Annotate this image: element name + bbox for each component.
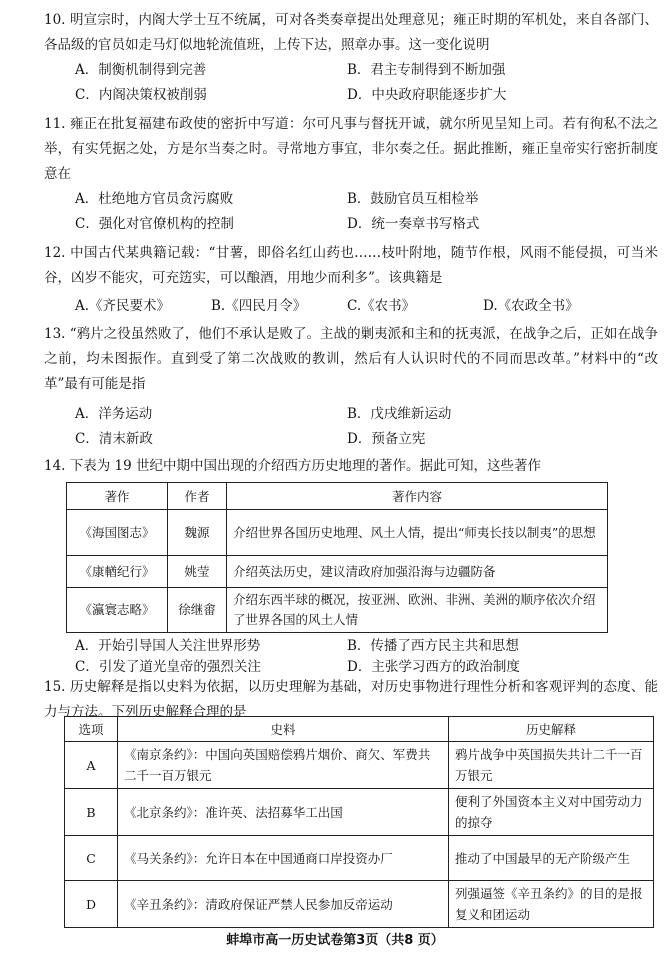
- option-b: B．戊戌维新运动: [347, 406, 452, 422]
- question-10-stem: 10. 明宣宗时，内阁大学士互不统属，可对各类奏章提出处理意见；雍正时期的军机处，来自各部门、各品级的官员如走马灯似地轮流值班，上传下达，照章办事。这一变化说明: [44, 12, 658, 53]
- question-15-stem: 15. 历史解释是指以史料为依据，以历史理解为基础，对历史事物进行理性分析和客观评判的态度、能力与方法。下列历史解释合理的是: [44, 679, 658, 720]
- table-row: [65, 789, 654, 836]
- option-b: B．传播了西方民主共和思想: [347, 638, 519, 654]
- question-15-table: [64, 716, 654, 928]
- option-d: D．中央政府职能逐步扩大: [347, 86, 507, 103]
- option-b: B.《四民月令》: [211, 298, 307, 314]
- table-cell: 《南京条约》：中国向英国赔偿鸦片烟价、商欠、军费共二千一百万银元: [118, 742, 449, 789]
- option-c: C．引发了道光皇帝的强烈关注: [75, 659, 261, 675]
- table-cell: 《瀛寰志略》: [67, 588, 168, 633]
- table-cell: 《康輶纪行》: [67, 556, 168, 588]
- table-header: 史料: [118, 717, 449, 742]
- table-header: 著作内容: [227, 483, 608, 510]
- page-footer: 蚌埠市高一历史试卷第3页（共8 页）: [226, 933, 444, 948]
- question-12-options: [75, 294, 655, 319]
- table-cell: 《海国图志》: [67, 510, 168, 556]
- question-10-options: [75, 58, 655, 108]
- option-a: A．制衡机制得到完善: [75, 62, 207, 78]
- option-c: C．强化对官僚机构的控制: [75, 215, 234, 232]
- table-cell: 魏源: [168, 510, 227, 556]
- table-cell: 推动了中国最早的无产阶级产生: [449, 836, 654, 881]
- option-a: A．开始引导国人关注世界形势: [75, 638, 261, 654]
- table-cell: C: [65, 836, 118, 881]
- option-a: A.《齐民要术》: [75, 298, 171, 314]
- question-11-stem: 11. 雍正在批复福建布政使的密折中写道：尔可凡事与督抚开诚，就尔所见呈知上司。若有徇私不法之举，有实凭据之处，方是尔当奏之时。寻常地方事宜，非尔奏之任。据此推断，雍正皇帝实行密折制度意在: [44, 116, 658, 182]
- option-c: C.《农书》: [347, 298, 416, 314]
- question-11-options: [75, 187, 655, 237]
- question-13-stem: 13. “鸦片之役虽然败了，他们不承认是败了。主战的剿夷派和主和的抚夷派，在战争之后，正如在战争之前，均未图振作。直到受了第二次战败的教训，然后有人认识时代的不同而思改革。”材料中的“改革”最有可能是指: [44, 326, 658, 392]
- table-header: 作者: [168, 483, 227, 510]
- option-c: C．内阁决策权被削弱: [75, 86, 207, 103]
- table-row: [67, 588, 608, 633]
- table-cell: 鸦片战争中英国损失共计二千一百万银元: [449, 742, 654, 789]
- option-a: A．杜绝地方官员贪污腐败: [75, 191, 234, 207]
- table-header: 选项: [65, 717, 118, 742]
- option-b: B．君主专制得到不断加强: [347, 62, 506, 78]
- table-cell: 《北京条约》：准许英、法招募华工出国: [118, 789, 449, 836]
- table-header: 历史解释: [449, 717, 654, 742]
- question-14-table: [66, 482, 608, 633]
- table-cell: 列强逼签《辛丑条约》的目的是报复义和团运动: [449, 881, 654, 928]
- table-cell: D: [65, 881, 118, 928]
- question-14-stem: 14. 下表为 19 世纪中期中国出现的介绍西方历史地理的著作。据此可知，这些著作: [44, 458, 542, 474]
- option-d: D．预备立宪: [347, 430, 426, 447]
- table-cell: B: [65, 789, 118, 836]
- table-cell: 介绍英法历史，建议清政府加强沿海与边疆防备: [227, 556, 608, 588]
- table-row: [65, 881, 654, 928]
- option-a: A．洋务运动: [75, 406, 153, 422]
- table-row: [67, 556, 608, 588]
- question-14-options: [75, 634, 655, 676]
- table-cell: A: [65, 742, 118, 789]
- table-cell: 姚莹: [168, 556, 227, 588]
- option-c: C．清末新政: [75, 430, 153, 447]
- table-header-row: [65, 717, 654, 742]
- table-cell: 介绍世界各国历史地理、风土人情，提出“师夷长技以制夷”的思想: [227, 510, 608, 556]
- table-row: [67, 510, 608, 556]
- table-cell: 徐继畬: [168, 588, 227, 633]
- option-d: D．主张学习西方的政治制度: [347, 659, 520, 675]
- table-row: [65, 836, 654, 881]
- option-d: D.《农政全书》: [483, 298, 579, 314]
- table-header-row: [67, 483, 608, 510]
- table-cell: 介绍东西半球的概况，按亚洲、欧洲、非洲、美洲的顺序依次介绍了世界各国的风土人情: [227, 588, 608, 633]
- question-12-stem: 12. 中国古代某典籍记载：“甘薯，即俗名红山药也……枝叶附地，随节作根，风雨不能侵损，可当米谷，凶岁不能灾，可充笾实，可以酿酒，用地少而利多”。该典籍是: [44, 245, 658, 286]
- table-row: [65, 742, 654, 789]
- table-cell: 《辛丑条约》：清政府保证严禁人民参加反帝运动: [118, 881, 449, 928]
- table-cell: 便利了外国资本主义对中国劳动力的掠夺: [449, 789, 654, 836]
- table-header: 著作: [67, 483, 168, 510]
- question-13-options: [75, 402, 655, 452]
- option-b: B．鼓励官员互相检举: [347, 191, 479, 207]
- option-d: D．统一奏章书写格式: [347, 215, 480, 232]
- table-cell: 《马关条约》：允许日本在中国通商口岸投资办厂: [118, 836, 449, 881]
